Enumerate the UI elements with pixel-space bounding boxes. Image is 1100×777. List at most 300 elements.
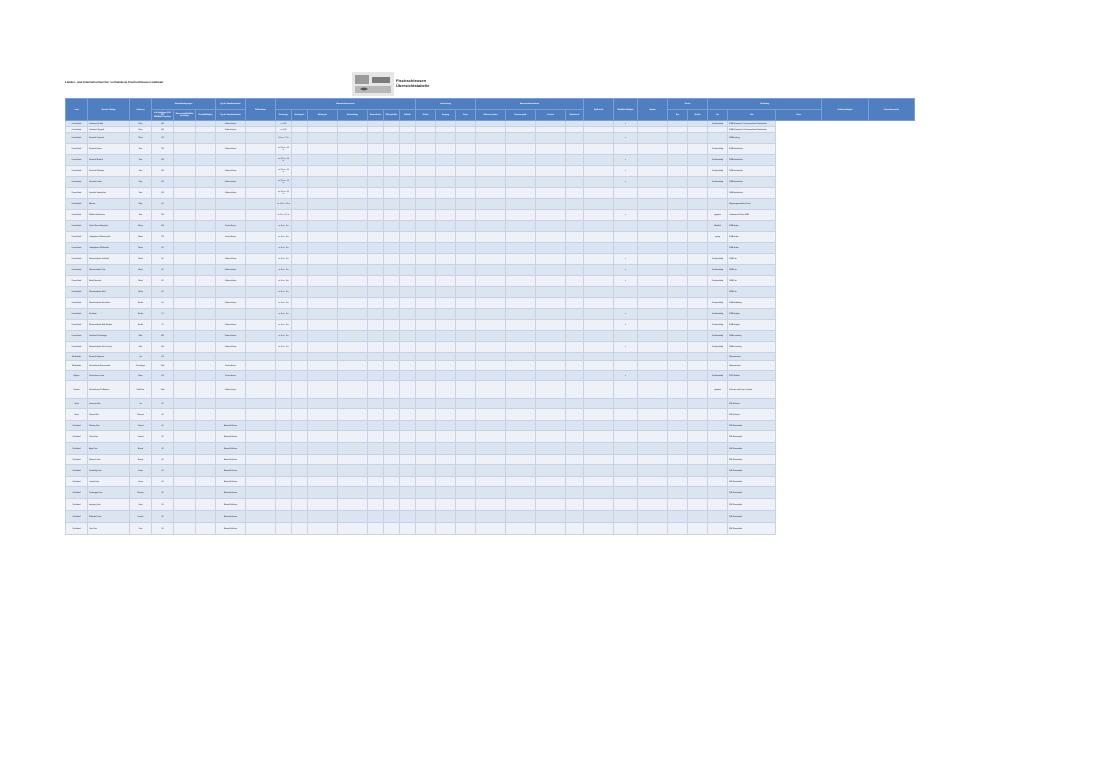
table-cell bbox=[308, 409, 338, 421]
table-cell bbox=[384, 399, 400, 409]
table-cell bbox=[584, 409, 614, 421]
table-cell bbox=[416, 254, 436, 265]
table-cell: 30 bbox=[152, 487, 174, 499]
table-cell: Schottland bbox=[66, 431, 88, 443]
table-cell: Deutschland bbox=[66, 127, 88, 133]
table-cell bbox=[456, 188, 476, 199]
table-cell bbox=[436, 331, 456, 342]
table-cell: 30 bbox=[152, 421, 174, 431]
table-cell bbox=[308, 421, 338, 431]
table-cell: Wasserkraftwerk Dettmold bbox=[88, 254, 130, 265]
table-cell: Kirchheim bbox=[88, 309, 130, 320]
table-cell: Tidal bbox=[152, 381, 174, 399]
table-cell: ca. 8 m × 4 m bbox=[276, 276, 292, 287]
table-cell bbox=[614, 298, 638, 309]
table-cell bbox=[400, 221, 416, 232]
table-cell bbox=[688, 477, 708, 487]
table-row bbox=[66, 177, 915, 188]
table-cell bbox=[246, 155, 276, 166]
table-cell bbox=[584, 431, 614, 443]
table-cell bbox=[338, 371, 368, 381]
table-cell bbox=[368, 487, 384, 499]
table-cell: Saar bbox=[130, 166, 152, 177]
sub-header-cell: Info Hydrologie (HW, MW, NW)/Abflussspektren bbox=[152, 110, 174, 121]
table-cell: gegeben bbox=[708, 210, 728, 221]
table-cell bbox=[536, 409, 566, 421]
table-cell bbox=[506, 199, 536, 210]
table-cell bbox=[708, 353, 728, 361]
table-cell: WSA Saarbrücken bbox=[728, 177, 776, 188]
table-cell: Funktionsfähig bbox=[708, 155, 728, 166]
table-row bbox=[66, 133, 915, 144]
table-cell bbox=[506, 287, 536, 298]
table-cell bbox=[400, 166, 416, 177]
table-cell bbox=[688, 155, 708, 166]
table-cell: ca. 3,60 bbox=[276, 121, 292, 127]
table-cell bbox=[566, 523, 584, 535]
table-cell bbox=[708, 455, 728, 465]
table-cell bbox=[436, 431, 456, 443]
table-cell: x bbox=[614, 254, 638, 265]
table-cell bbox=[668, 331, 688, 342]
table-cell bbox=[688, 254, 708, 265]
table-cell bbox=[308, 477, 338, 487]
table-row bbox=[66, 331, 915, 342]
group-header-cell: Kosten bbox=[668, 99, 708, 110]
table-cell: Schottland bbox=[66, 443, 88, 455]
table-cell: Elbe bbox=[130, 331, 152, 342]
table-cell bbox=[246, 409, 276, 421]
table-cell bbox=[456, 155, 476, 166]
table-cell bbox=[536, 499, 566, 511]
table-cell: Mittellauf bbox=[708, 221, 728, 232]
table-cell bbox=[436, 409, 456, 421]
table-cell bbox=[292, 431, 308, 443]
table-cell: Eder bbox=[130, 199, 152, 210]
table-cell bbox=[476, 523, 506, 535]
table-cell bbox=[276, 409, 292, 421]
table-cell bbox=[368, 298, 384, 309]
table-cell bbox=[416, 487, 436, 499]
table-cell: Funktionsfähig bbox=[708, 166, 728, 177]
table-cell bbox=[436, 232, 456, 243]
table-cell bbox=[614, 361, 638, 371]
table-cell bbox=[614, 409, 638, 421]
table-cell bbox=[456, 342, 476, 353]
table-cell bbox=[668, 443, 688, 455]
table-cell bbox=[308, 309, 338, 320]
table-cell bbox=[668, 499, 688, 511]
table-cell bbox=[506, 144, 536, 155]
table-cell bbox=[196, 487, 216, 499]
table-cell bbox=[174, 232, 196, 243]
table-cell: Grevelingen bbox=[130, 361, 152, 371]
table-cell bbox=[536, 320, 566, 331]
table-cell: Funktionsfähig bbox=[708, 144, 728, 155]
table-cell: ca. 8,5 m × 4,5 m bbox=[276, 188, 292, 199]
table-cell: WSA Verden bbox=[728, 232, 776, 243]
table-cell: WSA Heidelberg bbox=[728, 298, 776, 309]
table-cell bbox=[246, 188, 276, 199]
table-cell bbox=[638, 511, 668, 523]
table-cell: Niederlande bbox=[66, 353, 88, 361]
table-cell bbox=[174, 455, 196, 465]
table-cell: Walfahrt Gelterzheim bbox=[88, 210, 130, 221]
table-cell bbox=[566, 477, 584, 487]
table-cell: 30 bbox=[152, 477, 174, 487]
table-cell bbox=[614, 188, 638, 199]
table-cell bbox=[196, 399, 216, 409]
table-cell: SSE Renewables bbox=[728, 443, 776, 455]
table-cell bbox=[476, 499, 506, 511]
sub-header-cell: Schleusen-zyklus bbox=[476, 110, 506, 121]
table-cell bbox=[688, 487, 708, 499]
table-cell bbox=[174, 210, 196, 221]
table-cell bbox=[338, 353, 368, 361]
table-cell bbox=[506, 177, 536, 188]
sub-header-cell: Fischfallfähigkeit bbox=[196, 110, 216, 121]
table-cell bbox=[196, 353, 216, 361]
table-cell bbox=[338, 409, 368, 421]
table-cell: 70 bbox=[152, 320, 174, 331]
table-cell: 60 bbox=[152, 265, 174, 276]
table-cell bbox=[246, 320, 276, 331]
table-cell bbox=[506, 399, 536, 409]
table-cell: ca. 8 m × 4 m bbox=[276, 265, 292, 276]
logo bbox=[352, 72, 432, 96]
table-cell bbox=[384, 477, 400, 487]
group-header-cell: Gewässer bbox=[130, 99, 152, 121]
table-row bbox=[66, 287, 915, 298]
table-cell: Schottland bbox=[66, 477, 88, 487]
table-cell: Stufenschleuse bbox=[216, 127, 246, 133]
table-cell bbox=[308, 381, 338, 399]
table-cell: SSE Renewables bbox=[728, 477, 776, 487]
table-cell: Kilmorack Dam bbox=[88, 455, 130, 465]
table-cell: SPW Wallonie bbox=[728, 371, 776, 381]
table-cell bbox=[196, 477, 216, 487]
table-cell bbox=[436, 287, 456, 298]
table-cell bbox=[174, 133, 196, 144]
table-cell bbox=[196, 342, 216, 353]
table-cell bbox=[688, 265, 708, 276]
table-cell: Ludwigsbrunn-Wasserstraße bbox=[88, 232, 130, 243]
table-cell: Funktionsfähig bbox=[708, 276, 728, 287]
table-cell bbox=[688, 320, 708, 331]
table-cell bbox=[246, 477, 276, 487]
table-cell bbox=[566, 155, 584, 166]
table-cell: WSA Trier bbox=[728, 287, 776, 298]
table-cell bbox=[338, 443, 368, 455]
table-cell: 300 bbox=[152, 331, 174, 342]
table-cell: ESB Fisheries bbox=[728, 399, 776, 409]
table-cell: Gutenbach (Fulda) bbox=[88, 121, 130, 127]
table-cell bbox=[688, 342, 708, 353]
table-cell bbox=[584, 511, 614, 523]
table-cell bbox=[688, 511, 708, 523]
table-cell bbox=[436, 177, 456, 188]
table-cell bbox=[638, 443, 668, 455]
table-cell: Deutschland bbox=[66, 210, 88, 221]
table-cell bbox=[638, 309, 668, 320]
group-header-cell: Standort / Anlage bbox=[88, 99, 130, 121]
table-cell bbox=[456, 276, 476, 287]
table-cell bbox=[308, 320, 338, 331]
table-cell bbox=[196, 133, 216, 144]
table-cell bbox=[196, 371, 216, 381]
table-cell bbox=[506, 523, 536, 535]
table-cell bbox=[436, 511, 456, 523]
table-cell bbox=[196, 221, 216, 232]
table-cell bbox=[436, 320, 456, 331]
fish-lock-icon bbox=[352, 72, 394, 96]
table-cell bbox=[384, 465, 400, 477]
table-cell bbox=[368, 155, 384, 166]
table-cell: Borland-Schleuse bbox=[216, 523, 246, 535]
table-cell bbox=[566, 331, 584, 342]
table-cell bbox=[338, 210, 368, 221]
table-cell bbox=[566, 399, 584, 409]
table-cell bbox=[368, 381, 384, 399]
sub-header-cell: Art bbox=[708, 110, 728, 121]
table-cell bbox=[338, 177, 368, 188]
table-cell bbox=[536, 511, 566, 523]
table-cell: Stufenschleuse bbox=[216, 265, 246, 276]
table-cell bbox=[638, 210, 668, 221]
table-cell bbox=[584, 487, 614, 499]
table-cell bbox=[436, 166, 456, 177]
table-cell: Moriston bbox=[130, 487, 152, 499]
table-cell: 30 bbox=[152, 409, 174, 421]
table-cell bbox=[292, 353, 308, 361]
table-cell bbox=[216, 399, 246, 409]
table-cell: Mosel-Staustufe bbox=[88, 276, 130, 287]
table-cell: Saar bbox=[130, 155, 152, 166]
table-cell bbox=[456, 431, 476, 443]
table-cell: WSA Stuttgart bbox=[728, 320, 776, 331]
table-cell: Shannon bbox=[130, 409, 152, 421]
table-cell bbox=[456, 487, 476, 499]
table-cell bbox=[638, 155, 668, 166]
sub-header-cell: Abstiegstor bbox=[308, 110, 338, 121]
table-cell bbox=[536, 477, 566, 487]
table-cell: 130 bbox=[152, 188, 174, 199]
table-cell bbox=[246, 381, 276, 399]
table-cell bbox=[614, 455, 638, 465]
table-cell bbox=[416, 309, 436, 320]
table-cell bbox=[436, 210, 456, 221]
table-row bbox=[66, 371, 915, 381]
table-cell bbox=[476, 511, 506, 523]
table-cell bbox=[566, 381, 584, 399]
table-cell: 300 bbox=[152, 121, 174, 127]
table-cell: 60 bbox=[152, 254, 174, 265]
table-cell bbox=[456, 353, 476, 361]
table-cell bbox=[292, 188, 308, 199]
table-cell bbox=[668, 371, 688, 381]
group-header-cell: Monitoring bbox=[708, 99, 822, 110]
table-cell: Deutschland bbox=[66, 342, 88, 353]
table-cell bbox=[400, 309, 416, 320]
table-row bbox=[66, 443, 915, 455]
table-cell: Fischschleuse bbox=[216, 221, 246, 232]
table-cell: Neckar bbox=[130, 320, 152, 331]
table-cell bbox=[638, 477, 668, 487]
table-cell bbox=[688, 243, 708, 254]
table-cell bbox=[292, 166, 308, 177]
table-cell bbox=[368, 210, 384, 221]
table-cell bbox=[614, 431, 638, 443]
table-cell bbox=[638, 361, 668, 371]
table-cell: Stufenschleuse bbox=[216, 381, 246, 399]
table-cell bbox=[668, 399, 688, 409]
table-cell bbox=[368, 361, 384, 371]
table-cell bbox=[566, 443, 584, 455]
table-cell: Orrin Dam bbox=[88, 523, 130, 535]
table-cell bbox=[688, 276, 708, 287]
table-cell bbox=[276, 421, 292, 431]
table-cell bbox=[368, 232, 384, 243]
table-cell bbox=[668, 199, 688, 210]
table-cell bbox=[276, 353, 292, 361]
table-cell bbox=[436, 421, 456, 431]
table-cell bbox=[384, 409, 400, 421]
table-cell bbox=[476, 155, 506, 166]
table-row bbox=[66, 499, 915, 511]
table-row bbox=[66, 199, 915, 210]
table-row bbox=[66, 399, 915, 409]
table-cell bbox=[400, 499, 416, 511]
table-cell bbox=[638, 421, 668, 431]
table-cell: Saar bbox=[130, 177, 152, 188]
table-cell bbox=[216, 199, 246, 210]
table-cell bbox=[246, 455, 276, 465]
table-row bbox=[66, 155, 915, 166]
table-cell bbox=[436, 188, 456, 199]
table-cell bbox=[668, 144, 688, 155]
table-cell: ca. 8,5 m × 4,5 m bbox=[276, 166, 292, 177]
table-cell bbox=[174, 265, 196, 276]
table-cell bbox=[436, 276, 456, 287]
table-cell bbox=[638, 499, 668, 511]
table-cell: ca. 8 m × 4 m bbox=[276, 320, 292, 331]
table-cell bbox=[506, 353, 536, 361]
table-cell bbox=[536, 298, 566, 309]
table-cell bbox=[174, 477, 196, 487]
table-cell bbox=[708, 443, 728, 455]
table-cell bbox=[584, 221, 614, 232]
table-cell bbox=[566, 361, 584, 371]
table-cell bbox=[536, 455, 566, 465]
table-cell bbox=[584, 399, 614, 409]
table-cell bbox=[276, 511, 292, 523]
table-cell: Stufenschleuse bbox=[216, 331, 246, 342]
table-cell bbox=[174, 465, 196, 477]
table-cell bbox=[196, 523, 216, 535]
table-cell bbox=[338, 276, 368, 287]
table-cell: Clunie Dam bbox=[88, 431, 130, 443]
table-cell bbox=[196, 177, 216, 188]
table-cell bbox=[614, 443, 638, 455]
table-cell bbox=[292, 177, 308, 188]
table-cell bbox=[308, 455, 338, 465]
table-cell: 120 bbox=[152, 133, 174, 144]
table-cell: Funktionsfähig bbox=[708, 371, 728, 381]
table-cell bbox=[338, 287, 368, 298]
table-cell bbox=[506, 487, 536, 499]
table-cell bbox=[308, 243, 338, 254]
table-cell bbox=[338, 487, 368, 499]
table-cell: x bbox=[614, 121, 638, 127]
table-cell: Borland-Schleuse bbox=[216, 477, 246, 487]
table-cell bbox=[416, 431, 436, 443]
table-cell bbox=[196, 331, 216, 342]
table-cell: 60 bbox=[152, 243, 174, 254]
table-cell: Mullardoch Dam bbox=[88, 511, 130, 523]
table-cell: Ems bbox=[130, 210, 152, 221]
table-cell bbox=[584, 188, 614, 199]
table-row bbox=[66, 309, 915, 320]
table-cell: Schottland bbox=[66, 499, 88, 511]
table-cell bbox=[174, 371, 196, 381]
table-cell bbox=[196, 243, 216, 254]
table-cell: Fischschleuse bbox=[216, 232, 246, 243]
table-cell: WSA Saarbrücken bbox=[728, 144, 776, 155]
table-cell bbox=[506, 371, 536, 381]
table-cell: Stufenschleuse bbox=[216, 144, 246, 155]
table-cell: WSA Freiburg bbox=[728, 133, 776, 144]
table-cell bbox=[368, 523, 384, 535]
table-cell bbox=[416, 276, 436, 287]
table-cell: Lee bbox=[130, 399, 152, 409]
table-cell bbox=[368, 309, 384, 320]
table-cell bbox=[246, 361, 276, 371]
sub-header-cell: Fallhöhe bbox=[400, 110, 416, 121]
table-cell bbox=[338, 399, 368, 409]
table-cell bbox=[688, 353, 708, 361]
table-cell bbox=[416, 188, 436, 199]
table-cell: Elbe bbox=[130, 342, 152, 353]
table-cell bbox=[708, 511, 728, 523]
table-cell bbox=[400, 199, 416, 210]
table-cell bbox=[584, 133, 614, 144]
table-cell bbox=[384, 309, 400, 320]
table-cell bbox=[246, 499, 276, 511]
table-cell: Wasserkraftwerk Neef bbox=[88, 287, 130, 298]
table-cell bbox=[400, 371, 416, 381]
table-cell bbox=[308, 144, 338, 155]
table-cell bbox=[174, 523, 196, 535]
table-cell: Deutschland bbox=[66, 276, 88, 287]
table-cell bbox=[476, 210, 506, 221]
table-cell bbox=[668, 276, 688, 287]
table-cell: Main bbox=[130, 127, 152, 133]
table-cell bbox=[668, 309, 688, 320]
table-cell bbox=[668, 320, 688, 331]
table-cell bbox=[638, 287, 668, 298]
table-cell bbox=[614, 221, 638, 232]
table-cell: Deutschland bbox=[66, 243, 88, 254]
table-cell bbox=[276, 443, 292, 455]
table-cell bbox=[292, 342, 308, 353]
table-cell: Weser bbox=[130, 232, 152, 243]
table-cell bbox=[384, 371, 400, 381]
table-cell: Lek bbox=[130, 353, 152, 361]
table-cell bbox=[688, 144, 708, 155]
table-cell bbox=[308, 298, 338, 309]
table-cell bbox=[308, 199, 338, 210]
table-cell bbox=[368, 265, 384, 276]
